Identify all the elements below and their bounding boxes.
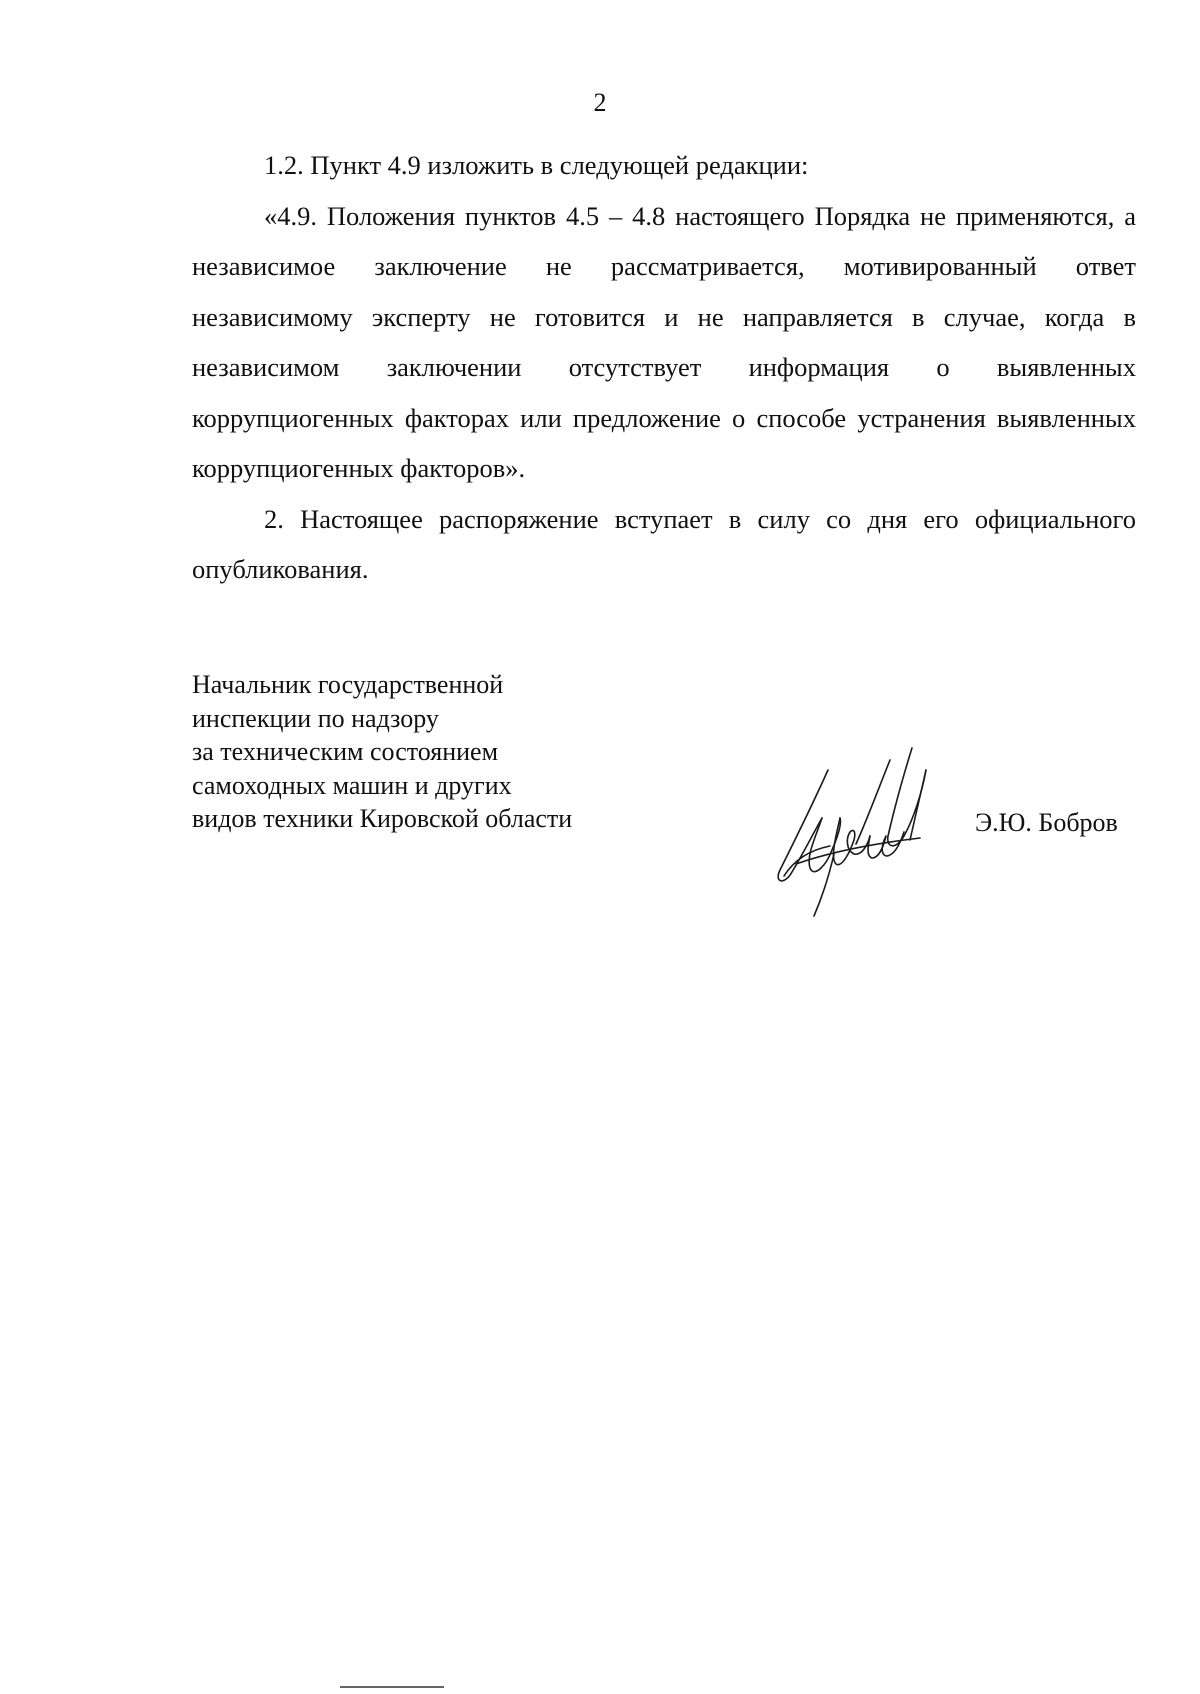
paragraph-1-2: 1.2. Пункт 4.9 изложить в следующей редакции: (264, 150, 809, 180)
handwritten-signature (770, 740, 950, 920)
position-line: Начальник государственной (192, 670, 504, 699)
position-line: самоходных машин и других (192, 770, 512, 800)
signer-name: Э.Ю. Бобров (975, 808, 1118, 837)
position-line: за техническим состоянием (192, 737, 499, 766)
footer-mark (340, 1686, 444, 1692)
position-line: инспекции по надзору (192, 703, 439, 733)
paragraph-4-9: «4.9. Положения пунктов 4.5 – 4.8 настоящего Порядка не применяются, а независимое заключение не рассматривается, мотивированный ответ независимому эксперту не готовится и не направляется в случае, когда в независимом заключении отсутствует информация о выявленных коррупциогенных факторах или предложение о способе устранения выявленных коррупциогенных факторов». (192, 200, 1136, 483)
document-body (192, 140, 1136, 595)
page-number: 2 (593, 88, 607, 117)
position-line: видов техники Кировской области (192, 804, 573, 833)
paragraph-2: 2. Настоящее распоряжение вступает в силу со дня его официального опубликования. (192, 503, 1136, 584)
signatory-position (192, 668, 572, 836)
